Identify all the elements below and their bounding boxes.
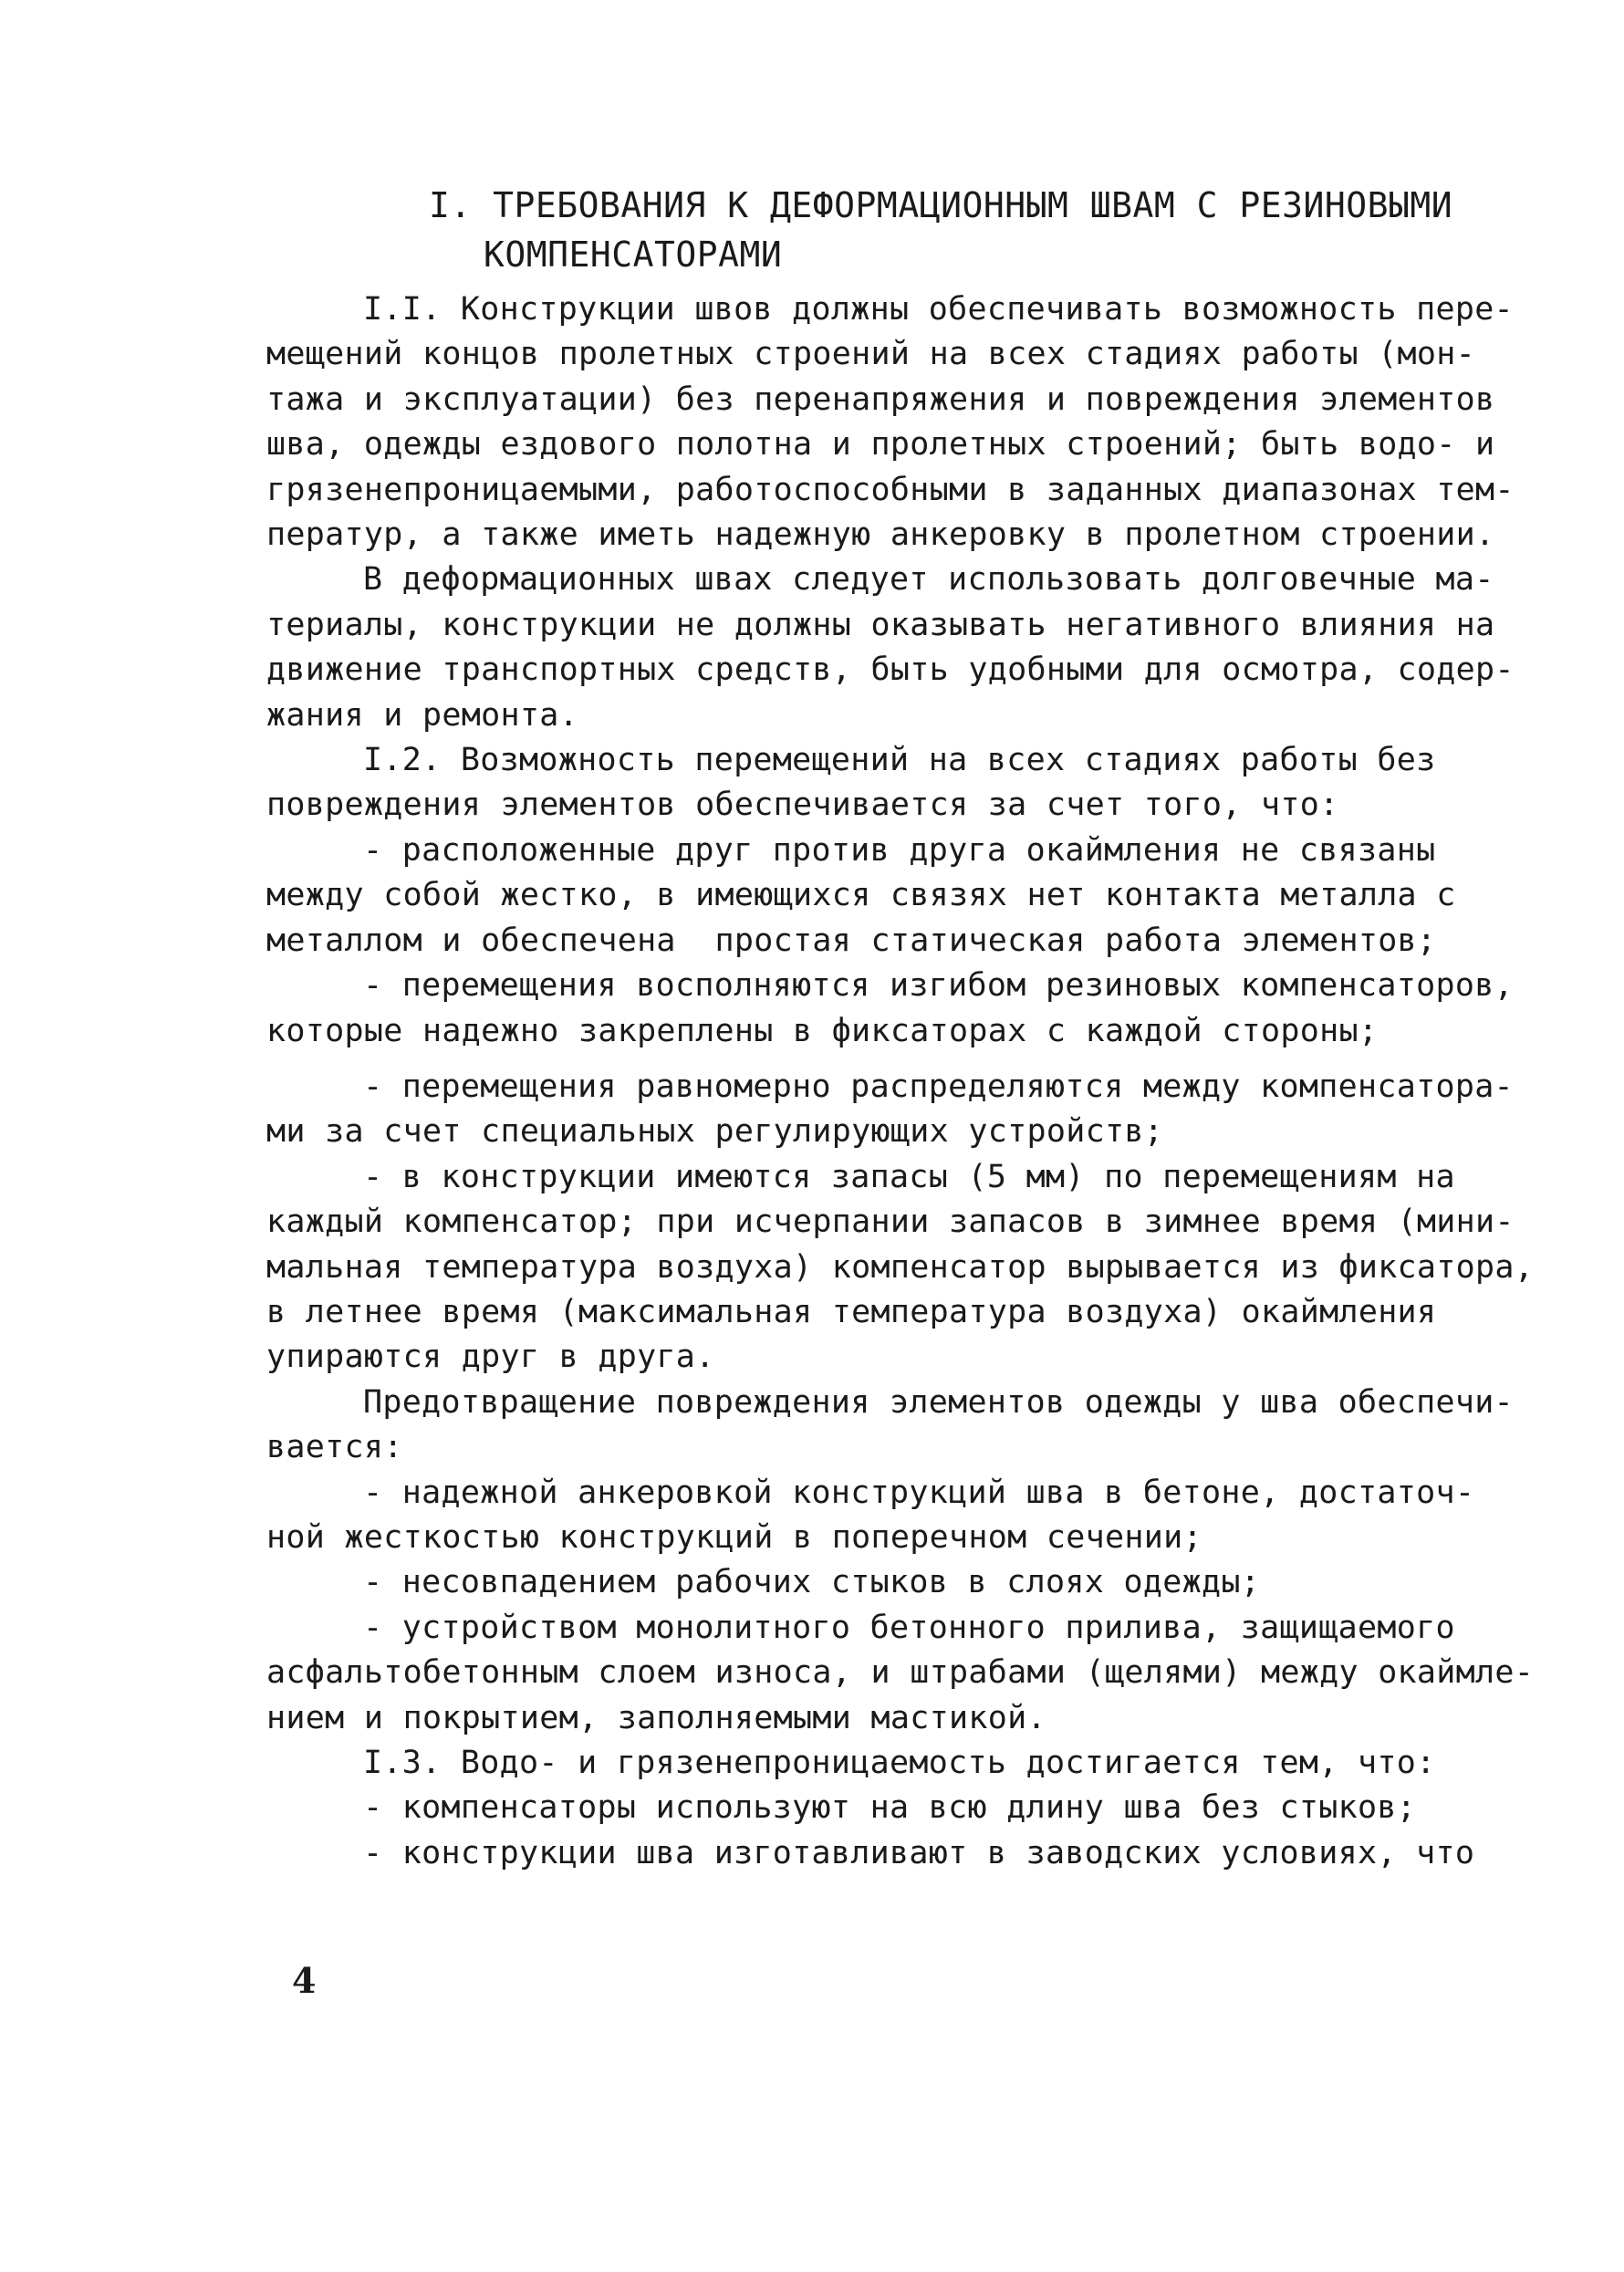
text-line: В деформационных швах следует использовать долговечные ма- (363, 561, 1494, 599)
text-line: мальная температура воздуха) компенсатор вырывается из фиксатора, (266, 1248, 1535, 1286)
text-line: вается: (266, 1429, 403, 1466)
text-line: I.3. Водо- и грязенепроницаемость достигается тем, что: (363, 1745, 1436, 1781)
text-line: ми за счет специальных регулирующих устройств; (266, 1113, 1164, 1151)
text-line: - в конструкции имеются запасы (5 мм) по перемещениям на (363, 1158, 1455, 1195)
text-line: ной жесткостью конструкций в поперечном сечении; (266, 1518, 1202, 1556)
text-line: - перемещения восполняются изгибом резиновых компенсаторов, (363, 967, 1514, 1005)
text-line: - надежной анкеровкой конструкций шва в бетоне, достаточ- (363, 1474, 1475, 1511)
text-line: жания и ремонта. (266, 696, 578, 734)
text-line: металлом и обеспечена простая статическая работа элементов; (266, 922, 1437, 959)
text-line: упираются друг в друга. (266, 1339, 715, 1376)
page-number: 4 (292, 1960, 317, 2001)
section-heading-line-1: I. ТРЕБОВАНИЯ К ДЕФОРМАЦИОННЫМ ШВАМ С РЕЗИНОВЫМИ (429, 185, 1453, 225)
text-line: грязенепроницаемыми, работоспособными в заданных диапазонах тем- (266, 471, 1515, 508)
text-line: - перемещения равномерно распределяются между компенсатора- (363, 1068, 1514, 1105)
text-line: ператур, а также иметь надежную анкеровку в пролетном строении. (266, 516, 1495, 554)
section-heading (429, 181, 1453, 279)
text-line: Предотвращение повреждения элементов одежды у шва обеспечи- (363, 1383, 1514, 1421)
text-line: повреждения элементов обеспечивается за счет того, что: (266, 787, 1339, 824)
text-line: тажа и эксплуатации) без перенапряжения и повреждения элементов (266, 380, 1495, 418)
section-heading-line-2: КОМПЕНСАТОРАМИ (484, 234, 783, 275)
text-line: мещений концов пролетных строений на всех стадиях работы (мон- (266, 336, 1476, 373)
text-line: - конструкции шва изготавливают в заводских условиях, что (363, 1834, 1475, 1871)
text-line: асфальтобетонным слоем износа, и штрабами (щелями) между окаймле- (266, 1654, 1535, 1692)
text-line: - компенсаторы используют на всю длину шва без стыков; (363, 1789, 1417, 1827)
text-line: - расположенные друг против друга окаймления не связаны (363, 831, 1436, 869)
text-line: которые надежно закреплены в фиксаторах с каждой стороны; (266, 1012, 1379, 1049)
text-line: движение транспортных средств, быть удобными для осмотра, содер- (266, 651, 1515, 689)
text-line: каждый компенсатор; при исчерпании запасов в зимнее время (мини- (266, 1204, 1515, 1241)
text-line: шва, одежды ездового полотна и пролетных строений; быть водо- и (266, 426, 1495, 464)
text-line: I.I. Конструкции швов должны обеспечивать возможность пере- (363, 291, 1514, 328)
text-line: нием и покрытием, заполняемыми мастикой. (266, 1699, 1046, 1736)
text-line: - несовпадением рабочих стыков в слоях одежды; (363, 1564, 1261, 1601)
text-line: териалы, конструкции не должны оказывать негативного влияния на (266, 606, 1495, 643)
text-line: между собой жестко, в имеющихся связях нет контакта металла с (266, 877, 1456, 914)
body-text (266, 287, 1535, 1876)
text-line: I.2. Возможность перемещений на всех стадиях работы без (363, 742, 1436, 779)
text-line: в летнее время (максимальная температура воздуха) окаймления (266, 1293, 1437, 1330)
text-line: - устройством монолитного бетонного прилива, защищаемого (363, 1609, 1455, 1646)
